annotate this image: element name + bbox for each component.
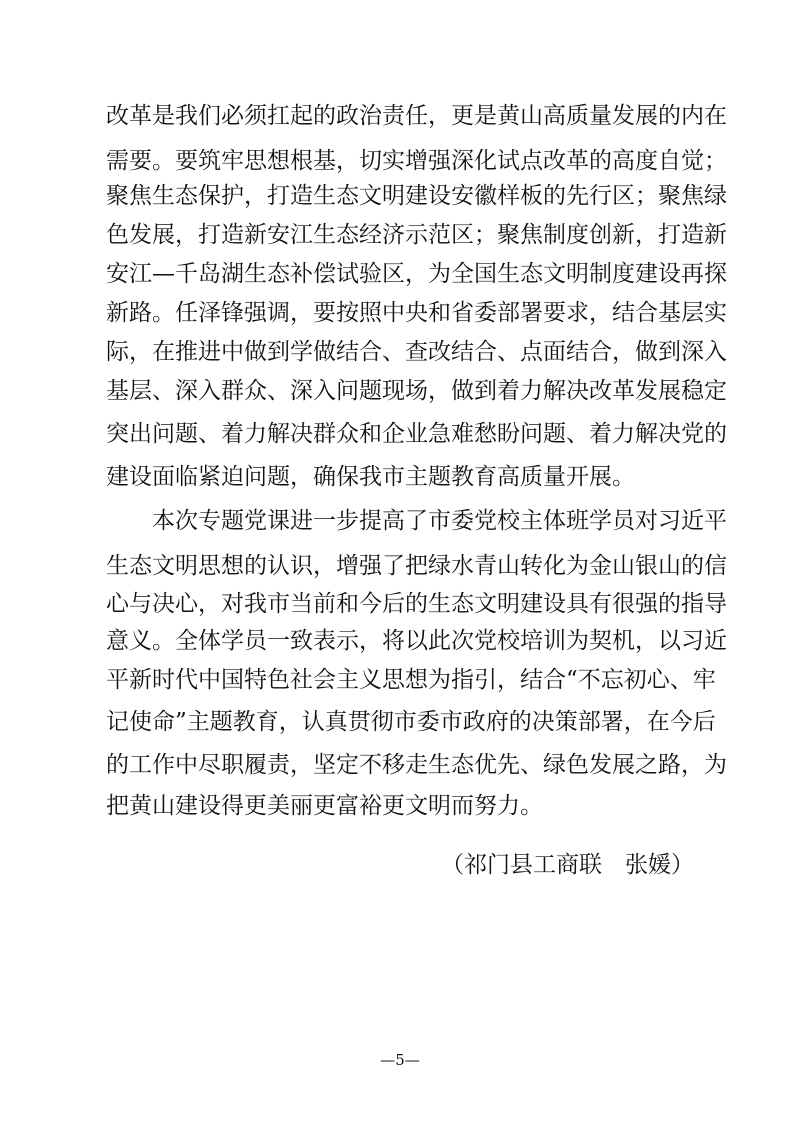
paragraph-2-line-7: 的工作中尽职履责，坚定不移走生态优先、绿色发展之路，为 (106, 752, 727, 778)
paragraph-2-line-1: 本次专题党课进一步提高了市委党校主体班学员对习近平 (152, 508, 727, 534)
paragraph-1-line-6: 新路。任泽锋强调，要按照中央和省委部署要求，结合基层实 (106, 300, 727, 326)
paragraph-2-line-4: 意义。全体学员一致表示，将以此次党校培训为契机，以习近 (106, 628, 727, 654)
paragraph-2-line-2: 生态文明思想的认识，增强了把绿水青山转化为金山银山的信 (106, 553, 727, 579)
paragraph-1-line-1: 改革是我们必须扛起的政治责任，更是黄山高质量发展的内在 (106, 103, 727, 129)
page-number: —5— (380, 1051, 420, 1069)
author-signature: （祁门县工商联 张媛） (441, 852, 694, 878)
paragraph-2-line-8: 把黄山建设得更美丽更富裕更文明而努力。 (106, 793, 543, 819)
paragraph-1-line-9: 突出问题、着力解决群众和企业急难愁盼问题、着力解决党的 (106, 421, 727, 447)
paragraph-1-line-5: 安江—千岛湖生态补偿试验区，为全国生态文明制度建设再探 (106, 261, 727, 287)
paragraph-1-line-2: 需要。要筑牢思想根基，切实增强深化试点改革的高度自觉； (106, 148, 727, 174)
paragraph-1-line-7: 际，在推进中做到学做结合、查改结合、点面结合，做到深入 (106, 339, 727, 365)
paragraph-2-line-3: 心与决心，对我市当前和今后的生态文明建设具有很强的指导 (106, 591, 727, 617)
paragraph-1-line-4: 色发展，打造新安江生态经济示范区；聚焦制度创新，打造新 (106, 222, 727, 248)
paragraph-1-line-10: 建设面临紧迫问题，确保我市主题教育高质量开展。 (106, 464, 635, 490)
paragraph-2-line-6: 记使命”主题教育，认真贯彻市委市政府的决策部署，在今后 (106, 709, 716, 735)
paragraph-2-line-5: 平新时代中国特色社会主义思想为指引，结合“不忘初心、牢 (106, 667, 716, 693)
paragraph-1-line-8: 基层、深入群众、深入问题现场，做到着力解决改革发展稳定 (106, 378, 727, 404)
paragraph-1-line-3: 聚焦生态保护，打造生态文明建设安徽样板的先行区；聚焦绿 (106, 183, 727, 209)
